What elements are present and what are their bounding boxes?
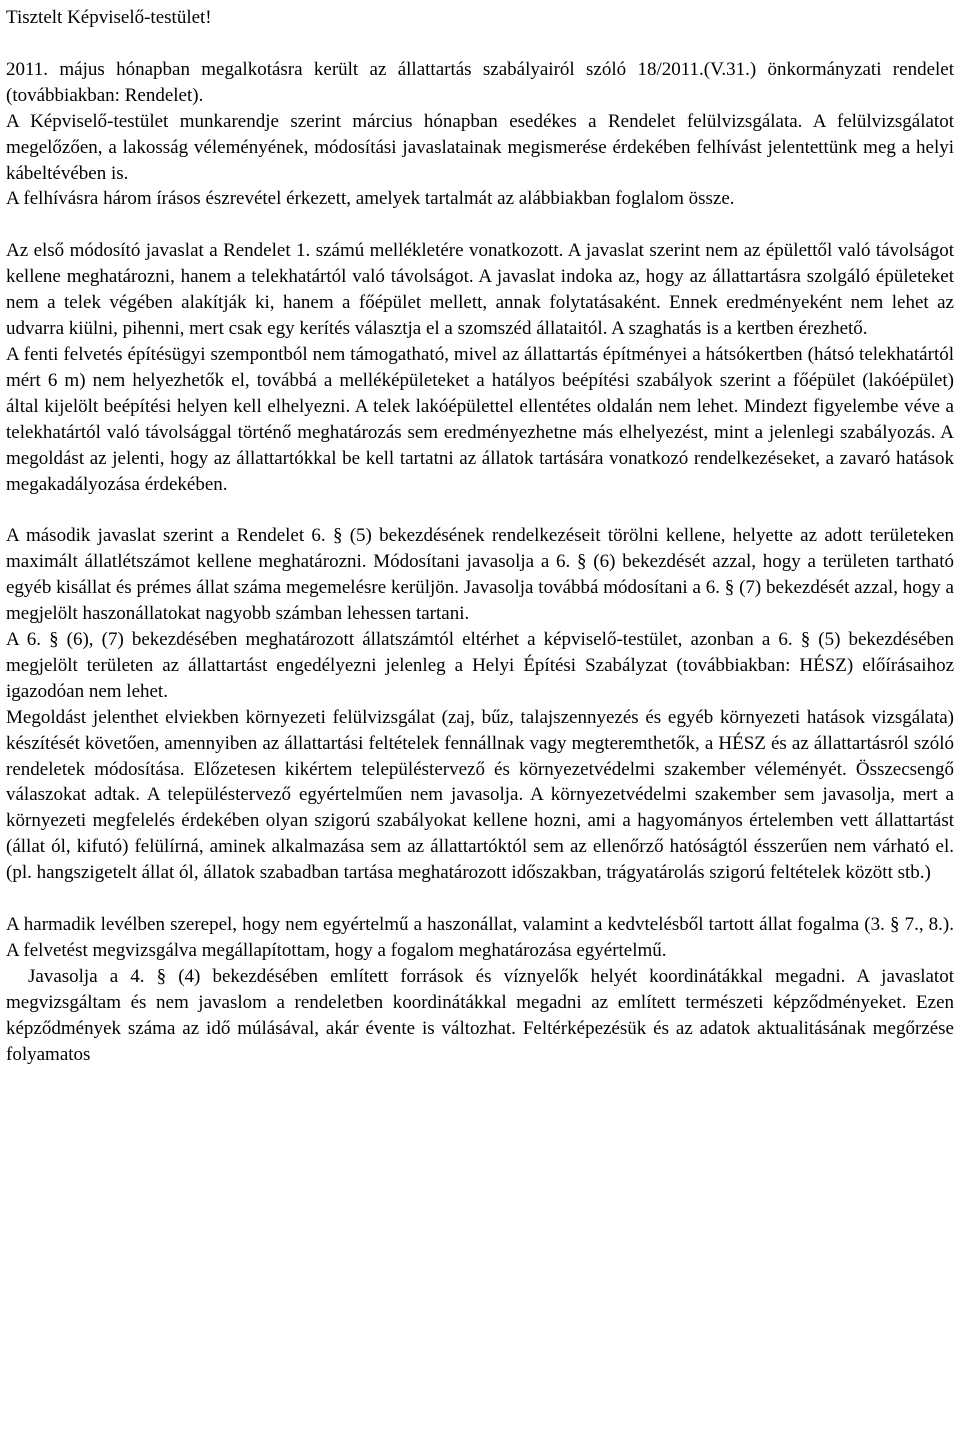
paragraph-third-letter: A harmadik levélben szerepel, hogy nem egyértelmű a haszonállat, valamint a kedvtelésből tartott állat fogalma (3. § 7., 8.). A felvetést megvizsgálva megállapítottam, hogy a fogalom meghatározása egyértelmű. [6,914,954,961]
paragraph-second-proposal: A második javaslat szerint a Rendelet 6. § (5) bekezdésének rendelkezéseit törölni kellene, helyette az adott területeken maximált állatlétszámot kellene meghatározni. Módosítani javasolja a 6. § (6) bekezdését azzal, hogy a területen tartható egyéb kisállat és prémes állat száma megemelésre kerüljön. Javasolja továbbá módosítani a 6. § (7) bekezdését azzal, hogy a megjelölt haszonállatokat nagyobb számban lehessen tartani. [6,525,954,625]
paragraph-summary: A felhívásra három írásos észrevétel érkezett, amelyek tartalmát az alábbiakban foglalom össze. [6,188,735,210]
paragraph-intro: 2011. május hónapban megalkotásra került az állattartás szabályairól szóló 18/2011.(V.31.) önkormányzati rendelet (továbbiakban: Rendelet). [6,58,954,106]
paragraph-review: A Képviselő-testület munkarendje szerint március hónapban esedékes a Rendelet felülvizsgálata. A felülvizsgálatot megelőzően, a lakosság véleményének, módosítási javaslatainak megismerése érdekében felhívást jelentettünk meg a helyi kábeltévében is. [6,110,954,184]
salutation: Tisztelt Képviselő-testület! [6,7,212,28]
paragraph-environmental-review: Megoldást jelenthet elviekben környezeti felülvizsgálat (zaj, bűz, talajszennyezés és egyéb környezeti hatások vizsgálata) készítését követően, amennyiben az állattartási feltételek fennállnak vagy megteremthetők, a HÉSZ és az állattartásról szóló rendeletek módosítása. Előzetesen kikértem településtervező és környezetvédelmi szakember véleményét. Összecsengő válaszokat adtak. A településtervező egyértelműen nem javasolja. A környezetvédelmi szakember sem javasolja, mert a környezeti megfelelés érdekében olyan szigorú szabályokat kellene hozni, ami a hagyományos értelemben vett állattartást (állat ól, kifutó) felülírná, aminek alkalmazása sem az állattartóktól sem az ellenőrző hatóságtól ésszerűen nem várható el. (pl. hangszigetelt állat ól, állatok szabadban tartása meghatározott időszakban, trágyatárolás szigorú feltételek között stb.) [6,706,954,884]
paragraph-first-response: A fenti felvetés építésügyi szempontból nem támogatható, mivel az állattartás építményei a hátsókertben (hátsó telekhatártól mért 6 m) nem helyezhetők el, továbbá a melléképületeket a hatályos beépítési szabályok szerint a főépület (lakóépület) által kijelölt beépítési helyen kell elhelyezni. A telek lakóépülettel ellentétes oldalán nem lehet. Mindezt figyelembe véve a telekhatártól való távolsággal történő meghatározás sem eredményezhetne más elhelyezést, mint a jelenlegi szabályozás. A megoldást az jelenti, hogy az állattartókkal be kell tartatni az állatok tartására vonatkozó rendelkezéseket, a zavaró hatások megakadályozása érdekében. [6,343,954,495]
paragraph-coordinates: Javasolja a 4. § (4) bekezdésében említett források és víznyelők helyét koordinátákkal megadni. A javaslatot megvizsgáltam és nem javaslom a rendeletben koordinátákkal megadni az említett természeti képződményeket. Ezen képződmények száma az idő múlásával, akár évente is változhat. Feltérképezésük és az adatok aktualitásának megőrzése folyamatos [6,965,954,1065]
paragraph-second-response: A 6. § (6), (7) bekezdésében meghatározott állatszámtól eltérhet a képviselő-testület, azonban a 6. § (5) bekezdésében megjelölt területen az állattartást engedélyezni jelenleg a Helyi Építési Szabályzat (továbbiakban: HÉSZ) előírásaihoz igazodóan nem lehet. [6,629,954,702]
paragraph-first-proposal: Az első módosító javaslat a Rendelet 1. számú mellékletére vonatkozott. A javaslat szerint nem az épülettől való távolságot kellene meghatározni, hanem a telekhatártól való távolságot. A javaslat indoka az, hogy az állattartásra szolgáló épületeket nem a telek végében alakítják ki, hanem a főépület mellett, annak folytatásaként. Ennek eredményeként nem lehet az udvarra kiülni, pihenni, mert csak egy kerítés választja el a szomszéd állataitól. A szaghatás is a kertben érezhető. [6,240,954,340]
